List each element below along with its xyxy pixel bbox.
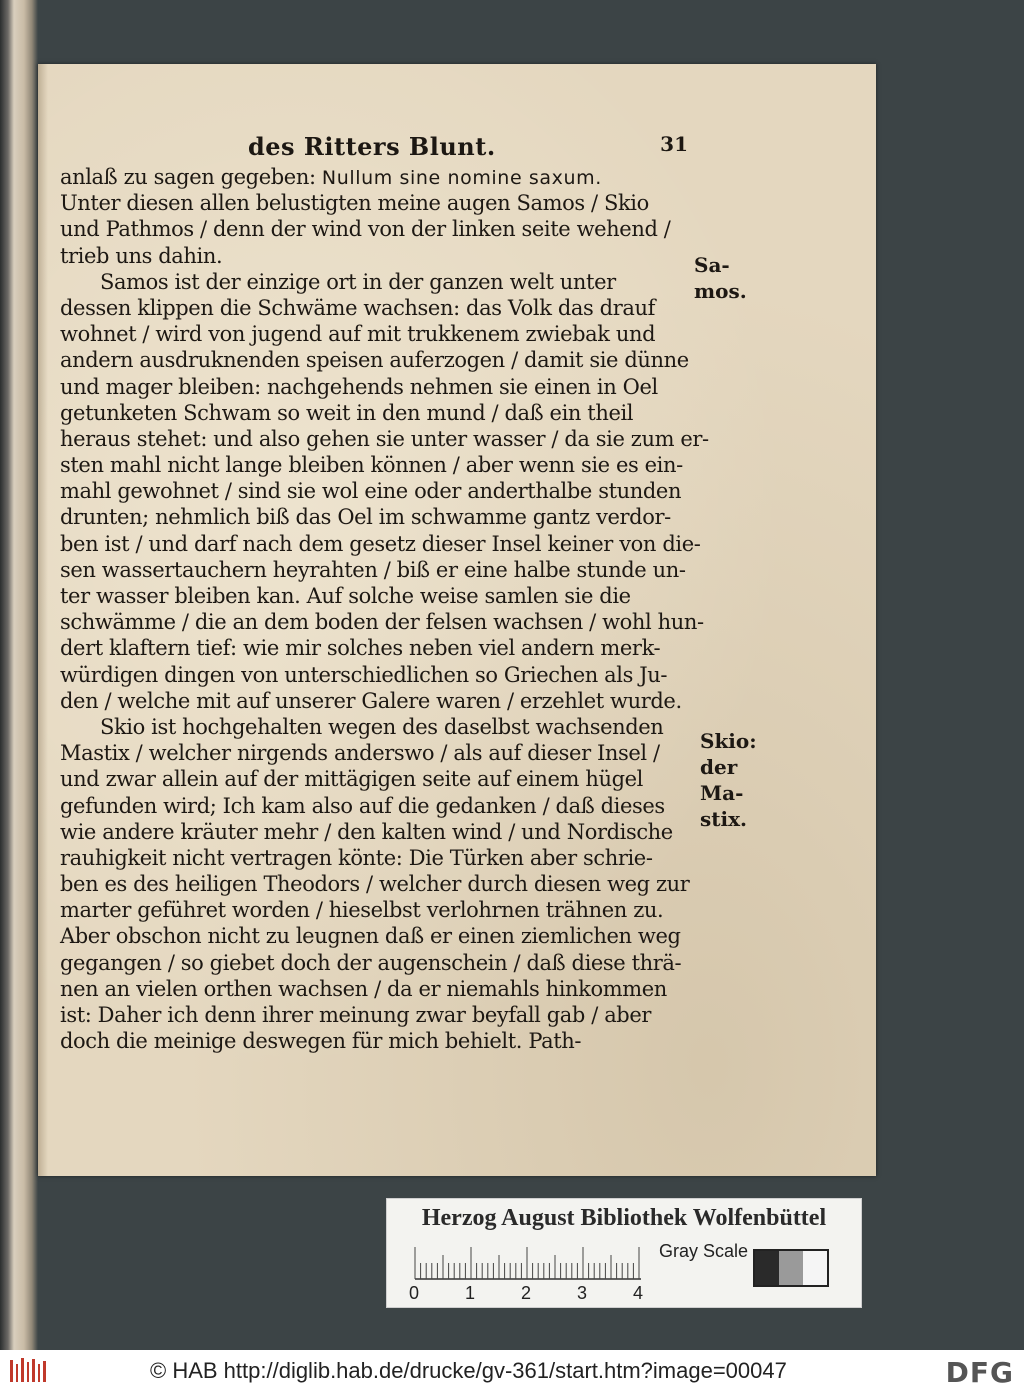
line-text: andern ausdruknenden speisen auferzogen / damit sie dünne <box>60 348 689 373</box>
line-text: mahl gewohnet / sind sie wol eine oder anderthalbe stunden <box>60 479 682 504</box>
line-text: Unter diesen allen belustigten meine augen Samos / Skio <box>60 191 649 216</box>
text-line <box>60 400 690 426</box>
hab-barcode-icon <box>8 1356 48 1386</box>
text-line <box>60 557 690 583</box>
line-text: heraus stehet: und also gehen sie unter wasser / da sie zum er- <box>60 426 709 451</box>
marginal-word: der <box>700 755 738 779</box>
scale-ruler <box>409 1245 647 1303</box>
text-line <box>60 950 690 976</box>
text-line <box>60 478 690 504</box>
line-text: ist: Daher ich denn ihrer meinung zwar beyfall gab / aber <box>60 1003 652 1027</box>
line-text: dert klaftern tief: wie mir solches neben viel andern merk- <box>60 636 661 661</box>
text-line <box>60 583 690 609</box>
text-line <box>60 190 690 216</box>
body-text <box>60 164 709 1054</box>
text-line <box>60 295 690 321</box>
gray-patch <box>803 1251 827 1285</box>
line-text: gefunden wird; Ich kam also auf die gedanken / daß dieses <box>60 793 665 818</box>
line-text: Mastix / welcher nirgends anderswo / als auf dieser Insel / <box>60 741 660 766</box>
line-text: schwämme / die an dem boden der felsen wachsen / wohl hun- <box>60 610 704 635</box>
text-line <box>60 504 690 530</box>
marginal-note-skio <box>700 728 757 832</box>
line-text: getunketen Schwam so weit in den mund / daß ein theil <box>60 400 634 425</box>
text-line <box>60 897 690 923</box>
line-text: Skio ist hochgehalten wegen des daselbst wachsenden <box>100 714 664 739</box>
line-text: wie andere kräuter mehr / den kalten wind / und Nordische <box>60 819 673 844</box>
line-text: wohnet / wird von jugend auf mit trukkenem zwiebak und <box>60 322 656 347</box>
text-line <box>60 766 690 792</box>
text-line <box>60 819 690 845</box>
running-title: des Ritters Blunt. <box>248 132 496 161</box>
book-page <box>38 64 876 1176</box>
text-line <box>60 635 690 661</box>
text-line <box>60 164 690 190</box>
gray-scale-label: Gray Scale <box>659 1241 749 1261</box>
library-name: Herzog August Bibliothek Wolfenbüttel <box>421 1205 827 1231</box>
hab-color-card <box>386 1198 862 1308</box>
line-text: den / welche mit auf unserer Galere waren / erzehlet wurde. <box>60 688 682 713</box>
ruler-label: 1 <box>465 1283 476 1303</box>
page-shadow <box>38 64 48 1176</box>
page-number: 31 <box>660 132 688 156</box>
gray-patch <box>755 1251 779 1285</box>
text-line <box>60 662 690 688</box>
text-line <box>60 845 690 871</box>
marginal-word: Skio: <box>700 729 757 753</box>
gray-scale-patches <box>753 1249 829 1287</box>
text-line <box>60 426 709 452</box>
dfg-logo: DFG <box>945 1356 1014 1389</box>
text-line <box>60 1002 690 1028</box>
latin-quote: Nullum sine nomine saxum. <box>321 167 602 189</box>
line-text: und Pathmos / denn der wind von der linken seite wehend / <box>60 217 671 242</box>
line-text: rauhigkeit nicht vertragen könte: Die Türken aber schrie- <box>60 845 653 870</box>
text-line <box>60 793 690 819</box>
text-line <box>60 714 690 740</box>
text-line <box>60 321 690 347</box>
text-line <box>60 923 690 949</box>
copyright-link[interactable]: © HAB http://diglib.hab.de/drucke/gv-361/start.htm?image=00047 <box>150 1358 787 1383</box>
text-line <box>60 347 690 373</box>
line-text: und zwar allein auf der mittägigen seite auf einem hügel <box>60 767 643 792</box>
line-text: dessen klippen die Schwäme wachsen: das Volk das drauf <box>60 295 655 320</box>
gray-patch <box>779 1251 803 1285</box>
text-line <box>60 531 701 557</box>
text-line <box>60 374 690 400</box>
line-text: sten mahl nicht lange bleiben können / aber wenn sie es ein- <box>60 453 683 478</box>
text-line <box>60 1028 690 1054</box>
ruler-label: 3 <box>577 1283 588 1303</box>
ruler-label: 0 <box>409 1283 420 1303</box>
text-line <box>60 609 704 635</box>
line-text: würdigen dingen von unterschiedlichen so Griechen als Ju- <box>60 662 668 687</box>
line-text: gegangen / so giebet doch der augenschein / daß diese thrä- <box>60 950 682 975</box>
text-line <box>60 688 690 714</box>
line-text: Samos ist der einzige ort in der ganzen welt unter <box>100 269 616 294</box>
line-text: ben es des heiligen Theodors / welcher durch diesen weg zur <box>60 872 690 897</box>
line-text: nen an vielen orthen wachsen / da er niemahls hinkommen <box>60 976 667 1001</box>
line-text: anlaß zu sagen gegeben: <box>60 165 322 189</box>
ruler-ticks <box>411 1245 647 1281</box>
text-line <box>60 216 690 242</box>
text-line <box>60 243 690 269</box>
text-line <box>60 269 690 295</box>
line-text: doch die meinige deswegen für mich behielt. Path- <box>60 1029 582 1054</box>
running-head <box>248 132 688 162</box>
line-text: ben ist / und darf nach dem gesetz dieser Insel keiner von die- <box>60 531 701 556</box>
marginal-note-samos <box>694 252 747 304</box>
line-text: trieb uns dahin. <box>60 243 223 268</box>
marginal-word: Sa- <box>694 253 730 277</box>
text-line <box>60 452 690 478</box>
marginal-word: stix. <box>700 807 747 831</box>
text-line <box>60 976 690 1002</box>
ruler-label: 2 <box>521 1283 532 1303</box>
line-text: sen wassertauchern heyrahten / biß er eine halbe stunde un- <box>60 557 686 582</box>
text-line <box>60 871 690 897</box>
ruler-label: 4 <box>633 1283 644 1303</box>
previous-page-edge <box>0 0 38 1350</box>
marginal-word: mos. <box>694 279 747 303</box>
line-text: marter geführet worden / hieselbst verlohrnen trähnen zu. <box>60 898 664 923</box>
text-line <box>60 740 690 766</box>
line-text: ter wasser bleiben kan. Auf solche weise samlen sie die <box>60 584 631 608</box>
footer-bar <box>0 1350 1024 1392</box>
line-text: drunten; nehmlich biß das Oel im schwamme gantz verdor- <box>60 505 671 530</box>
line-text: und mager bleiben: nachgehends nehmen sie einen in Oel <box>60 374 658 399</box>
line-text: Aber obschon nicht zu leugnen daß er einen ziemlichen weg <box>60 924 681 949</box>
marginal-word: Ma- <box>700 781 744 805</box>
